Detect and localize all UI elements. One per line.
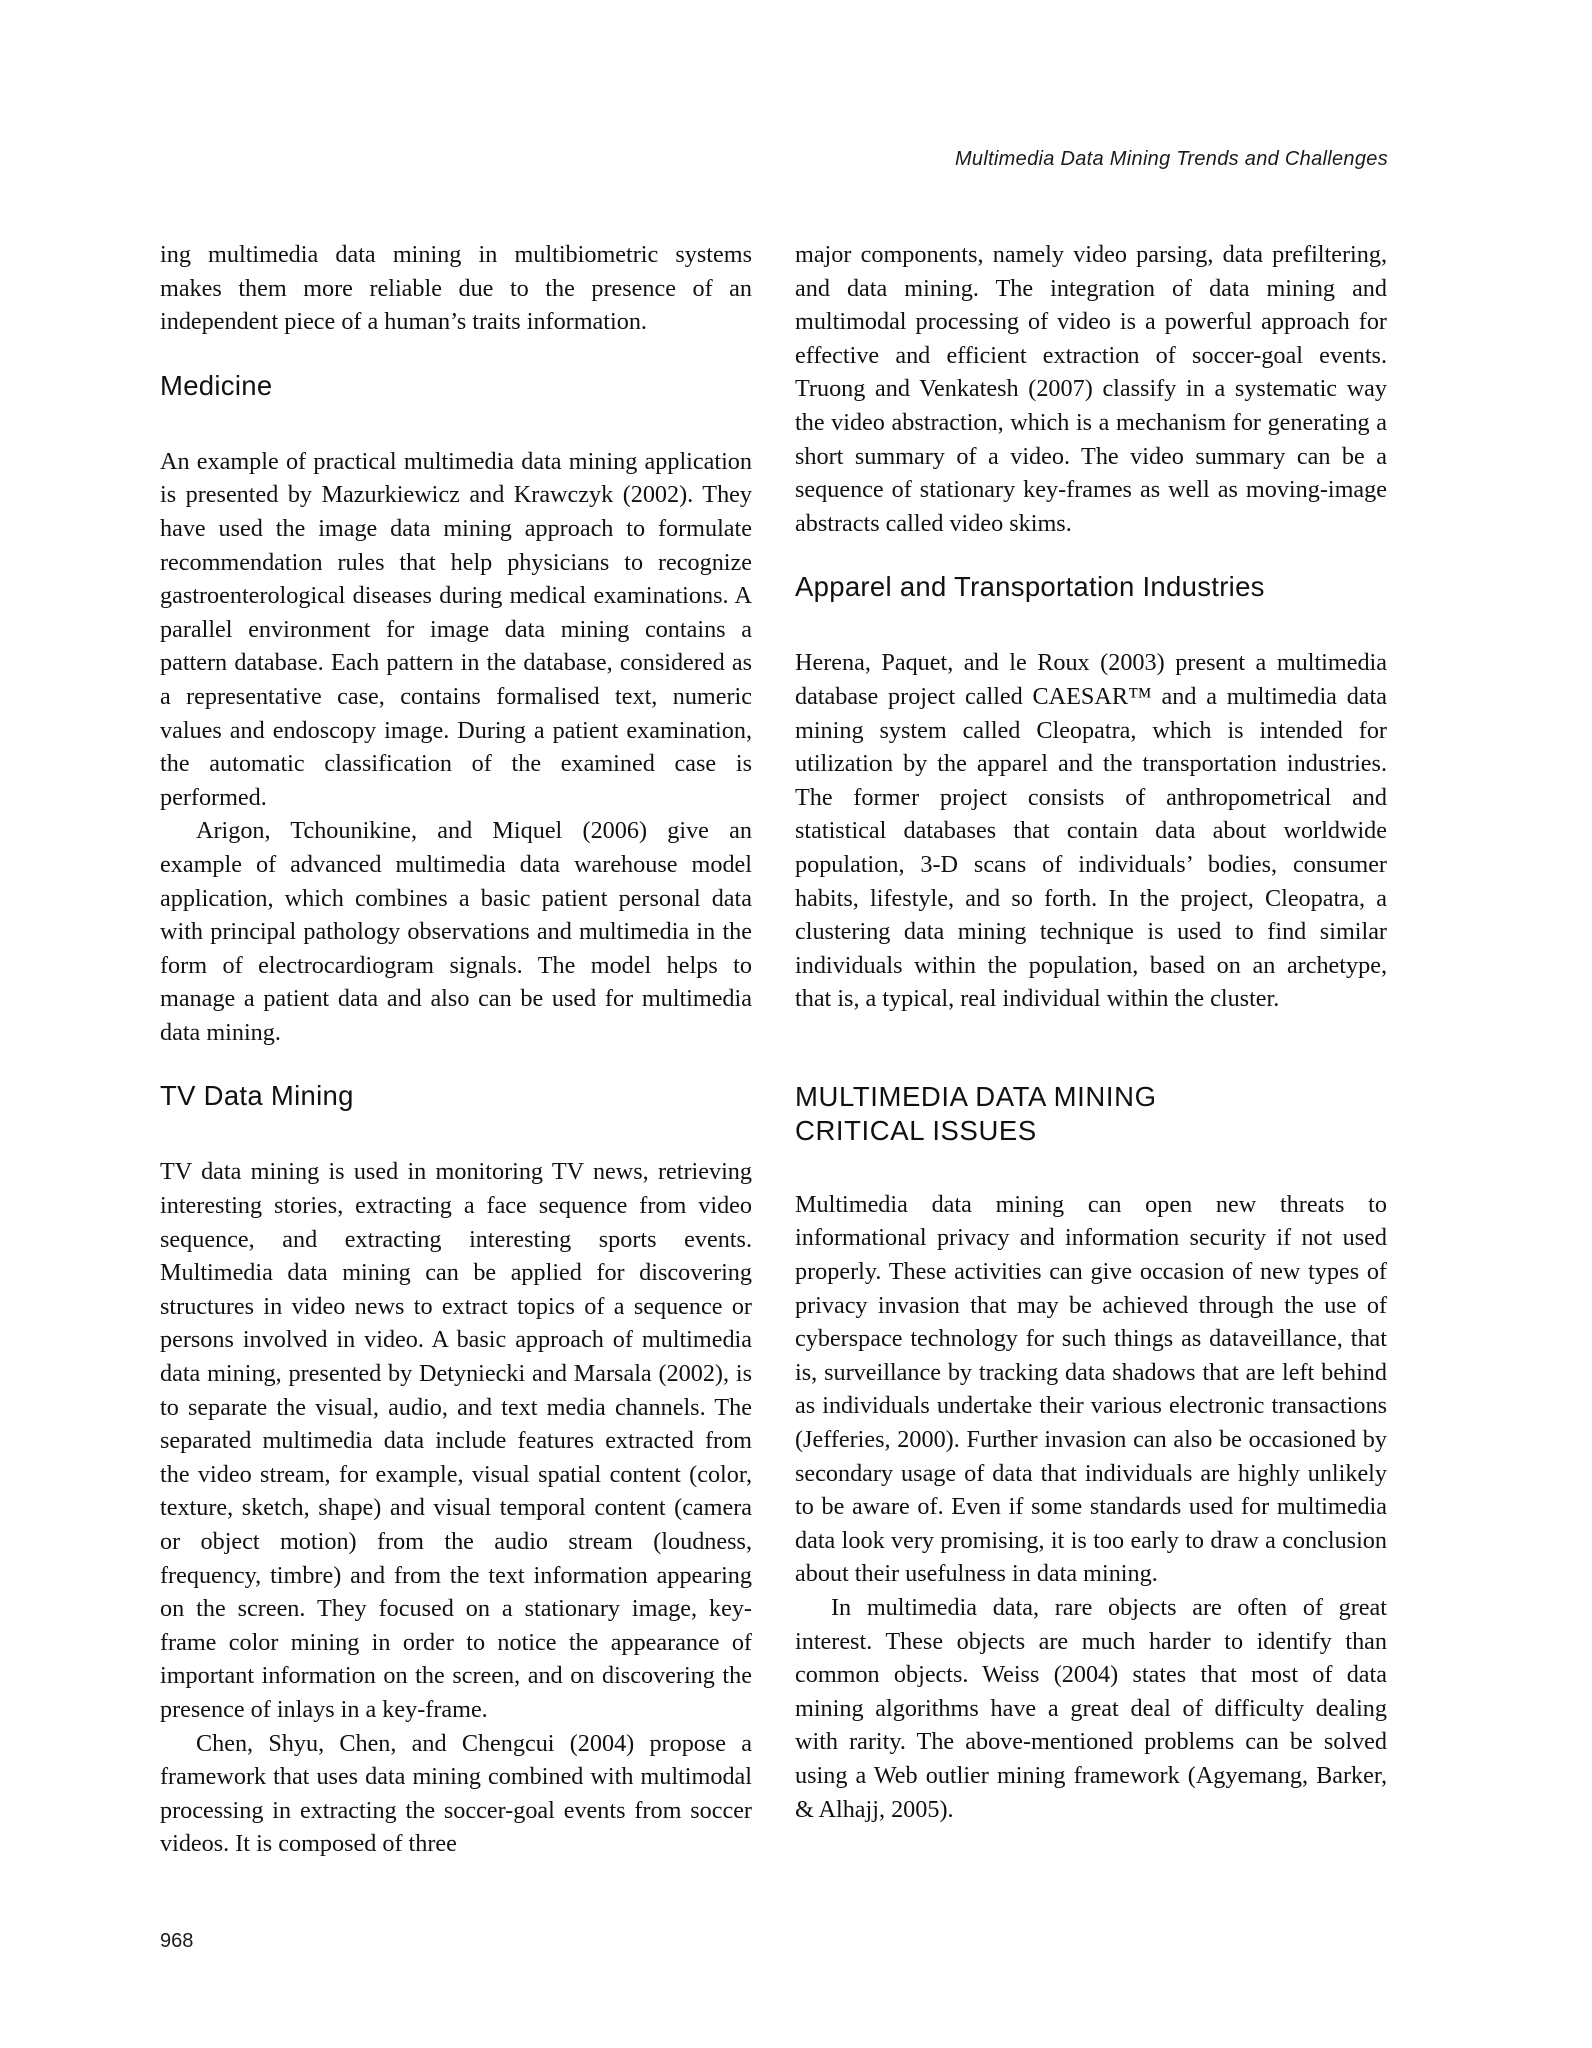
- left-column: [160, 238, 752, 1861]
- paragraph: Multimedia data mining can open new threats to informational privacy and information security if not used properly. These activities can give occasion of new types of privacy invasion that may be achieved through the use of cyberspace technology for such things as dataveillance, that is, surveillance by tracking data shadows that are left behind as individuals undertake their various electronic transactions (Jefferies, 2000). Further invasion can also be occasioned by secondary usage of data that individuals are highly unlikely to be aware of. Even if some standards used for multimedia data look very promising, it is too early to draw a conclusion about their usefulness in data mining.: [795, 1190, 1387, 1588]
- right-column: [795, 238, 1387, 1826]
- paragraph: Arigon, Tchounikine, and Miquel (2006) give an example of advanced multimedia data warehouse model application, which combines a basic patient personal data with principal pathology observations and multimedia in the form of electrocardiogram signals. The model helps to manage a patient data and also can be used for multimedia data mining.: [160, 817, 752, 1046]
- paragraph: Herena, Paquet, and le Roux (2003) present a multimedia database project called CAESAR™ and a multimedia data mining system called Cleopatra, which is intended for utilization by the apparel and the transportation industries. The former project consists of anthropometrical and statistical databases that contain data about worldwide population, 3-D scans of individuals’ bodies, consumer habits, lifestyle, and so forth. In the project, Cleopatra, a clustering data mining technique is used to find similar individuals within the population, based on an archetype, that is, a typical, real individual within the cluster.: [795, 649, 1387, 1013]
- heading-line: MULTIMEDIA DATA MINING: [795, 1080, 1157, 1112]
- paragraph: An example of practical multimedia data mining application is presented by Mazurkiewicz and Krawczyk (2002). They have used the image data mining approach to formulate recommendation rules that help physicians to recognize gastroenterological diseases during medical examinations. A parallel environment for image data mining contains a pattern database. Each pattern in the database, considered as a representative case, contains formalised text, numeric values and endoscopy image. During a patient examination, the automatic classification of the examined case is performed.: [160, 447, 752, 811]
- page-number: 968: [160, 1930, 194, 1952]
- paragraph: Chen, Shyu, Chen, and Chengcui (2004) propose a framework that uses data mining combined with multimodal processing in extracting the soccer-goal events from soccer videos. It is composed of three: [160, 1729, 752, 1858]
- section-heading-medicine: Medicine: [160, 369, 273, 401]
- section-heading-apparel: Apparel and Transportation Industries: [795, 571, 1265, 603]
- section-heading-critical-issues: [795, 1080, 1387, 1148]
- running-header: Multimedia Data Mining Trends and Challenges: [954, 148, 1388, 170]
- continued-paragraph: ing multimedia data mining in multibiometric systems makes them more reliable due to the presence of an independent piece of a human’s traits information.: [160, 241, 752, 336]
- paragraph: TV data mining is used in monitoring TV news, retrieving interesting stories, extracting a face sequence from video sequence, and extracting interesting sports events. Multimedia data mining can be applied for discovering structures in video news to extract topics of a sequence or persons involved in video. A basic approach of multimedia data mining, presented by Detyniecki and Marsala (2002), is to separate the visual, audio, and text media channels. The separated multimedia data include features extracted from the video stream, for example, visual spatial content (color, texture, sketch, shape) and visual temporal content (camera or object motion) from the audio stream (loudness, frequency, timbre) and from the text information appearing on the screen. They focused on a stationary image, key-frame color mining in order to notice the appearance of important information on the screen, and on discovering the presence of inlays in a key-frame.: [160, 1158, 752, 1723]
- heading-line: CRITICAL ISSUES: [795, 1114, 1037, 1146]
- continued-paragraph: major components, namely video parsing, data prefiltering, and data mining. The integration of data mining and multimodal processing of video is a powerful approach for effective and efficient extraction of soccer-goal events. Truong and Venkatesh (2007) classify in a systematic way the video abstraction, which is a mechanism for generating a short summary of a video. The video summary can be a sequence of stationary key-frames as well as moving-image abstracts called video skims.: [795, 241, 1387, 537]
- paragraph: In multimedia data, rare objects are often of great interest. These objects are much harder to identify than common objects. Weiss (2004) states that most of data mining algorithms have a great deal of difficulty dealing with rarity. The above-mentioned problems can be solved using a Web outlier mining framework (Agyemang, Barker, & Alhajj, 2005).: [795, 1594, 1387, 1823]
- section-heading-tv-data-mining: TV Data Mining: [160, 1080, 354, 1112]
